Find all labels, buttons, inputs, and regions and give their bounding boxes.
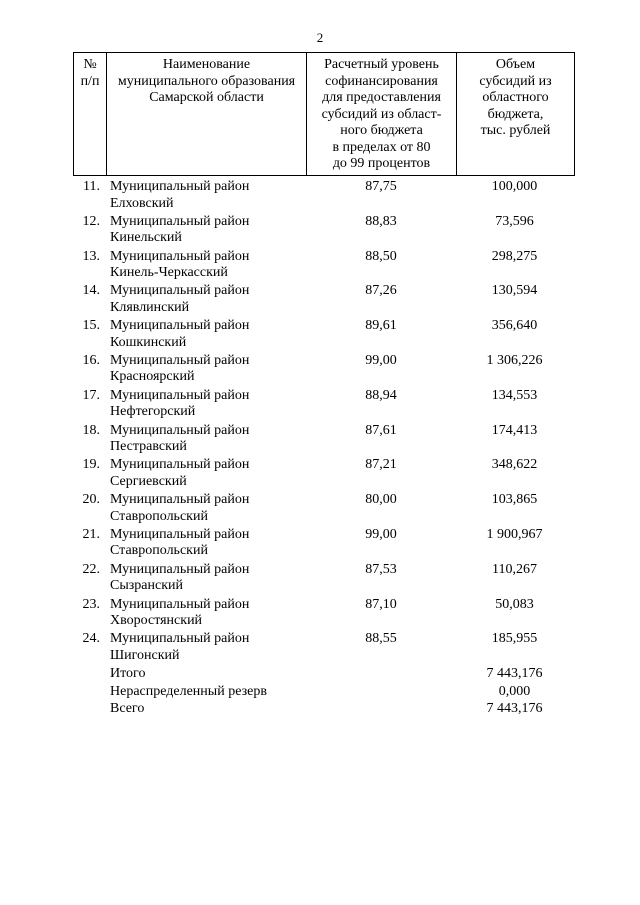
totals-section [73, 666, 574, 719]
row-rate: 87,10 [365, 596, 397, 612]
row-municipality-name: Сергиевский [110, 473, 187, 489]
table-body [73, 178, 574, 665]
row-municipality-name: Клявлинский [110, 299, 190, 315]
header-number: № п/п [74, 53, 107, 176]
row-municipality [110, 179, 249, 212]
header-cofinancing-rate: Расчетный уровень софинансирования для предоставления субсидий из област- ного бюджета в пределах от 80 до 99 процентов [307, 53, 457, 176]
row-municipality-type: Муниципальный район [110, 631, 250, 647]
row-rate: 87,75 [365, 179, 397, 194]
row-municipality-type: Муниципальный район [110, 179, 250, 194]
total-row-reserve [73, 684, 574, 702]
row-rate: 87,26 [365, 283, 397, 299]
table-row [73, 248, 574, 283]
row-number: 12. [82, 213, 100, 229]
row-municipality-type: Муниципальный район [110, 248, 250, 264]
table-row [73, 352, 574, 387]
row-rate: 88,83 [365, 213, 397, 229]
row-municipality-type: Муниципальный район [110, 457, 250, 473]
header-municipality-name: Наименование муниципального образования Самарской области [107, 53, 307, 176]
row-municipality [110, 562, 249, 595]
row-municipality [110, 492, 249, 525]
row-rate: 87,61 [365, 422, 397, 438]
row-municipality-type: Муниципальный район [110, 561, 250, 577]
row-municipality [110, 597, 249, 630]
row-municipality-name: Кинельский [110, 230, 182, 246]
row-municipality-name: Ставропольский [110, 508, 208, 524]
row-rate: 88,50 [365, 248, 397, 264]
row-amount: 130,594 [491, 283, 538, 299]
header-subsidy-amount: Объем субсидий из областного бюджета, тыс. рублей [457, 53, 575, 176]
row-number: 19. [82, 457, 100, 473]
total-row-subtotal [73, 666, 574, 684]
row-municipality [110, 214, 249, 247]
table-row [73, 213, 574, 248]
table-row [73, 422, 574, 457]
row-municipality-name: Ставропольский [110, 543, 208, 559]
row-municipality-name: Кошкинский [110, 334, 187, 350]
table-row [73, 526, 574, 561]
row-municipality-name: Сызранский [110, 578, 183, 594]
table-row [73, 387, 574, 422]
row-number: 17. [82, 387, 100, 403]
row-number: 21. [82, 526, 100, 542]
row-number: 11. [83, 179, 100, 194]
row-municipality-type: Муниципальный район [110, 213, 250, 229]
row-amount: 73,596 [495, 213, 534, 229]
row-number: 24. [82, 631, 100, 647]
row-number: 23. [82, 596, 100, 612]
row-rate: 99,00 [365, 526, 397, 542]
table-row [73, 178, 574, 213]
total-label: Всего [110, 701, 145, 716]
row-amount: 298,275 [491, 248, 538, 264]
table-row [73, 317, 574, 352]
row-municipality-name: Кинель-Черкасский [110, 265, 228, 281]
row-amount: 134,553 [491, 387, 538, 403]
row-amount: 50,083 [495, 596, 534, 612]
row-amount: 185,955 [491, 631, 538, 647]
row-amount: 110,267 [492, 561, 537, 577]
table-header [73, 52, 575, 176]
page-number: 2 [316, 30, 324, 45]
total-amount: 7 443,176 [486, 701, 543, 716]
row-amount: 100,000 [491, 179, 538, 194]
row-municipality [110, 457, 249, 490]
row-municipality [110, 283, 249, 316]
row-number: 15. [82, 318, 100, 334]
total-label: Итого [110, 666, 146, 681]
row-rate: 89,61 [365, 318, 397, 334]
row-amount: 174,413 [491, 422, 538, 438]
row-municipality [110, 388, 249, 421]
row-municipality [110, 631, 249, 664]
row-municipality-type: Муниципальный район [110, 318, 250, 334]
row-municipality-name: Елховский [110, 195, 174, 211]
row-municipality [110, 423, 249, 456]
total-row-grand-total [73, 701, 574, 719]
row-amount: 348,622 [491, 457, 538, 473]
row-rate: 87,53 [365, 561, 397, 577]
row-amount: 1 900,967 [486, 526, 543, 542]
row-number: 22. [82, 561, 100, 577]
row-municipality [110, 249, 249, 282]
row-number: 13. [82, 248, 100, 264]
row-municipality-name: Шигонский [110, 647, 180, 663]
row-municipality-name: Пестравский [110, 439, 187, 455]
row-rate: 80,00 [365, 492, 397, 508]
row-municipality-name: Нефтегорский [110, 404, 196, 420]
row-municipality-type: Муниципальный район [110, 352, 250, 368]
row-municipality [110, 318, 249, 351]
row-rate: 99,00 [365, 352, 397, 368]
total-amount: 7 443,176 [486, 666, 543, 681]
row-amount: 356,640 [491, 318, 538, 334]
row-rate: 88,94 [365, 387, 397, 403]
table-row [73, 561, 574, 596]
row-municipality-type: Муниципальный район [110, 387, 250, 403]
row-municipality-type: Муниципальный район [110, 422, 250, 438]
row-municipality-type: Муниципальный район [110, 596, 250, 612]
table-row [73, 491, 574, 526]
row-amount: 103,865 [491, 492, 538, 508]
row-number: 18. [82, 422, 100, 438]
table-row [73, 282, 574, 317]
table-row [73, 596, 574, 631]
row-municipality [110, 527, 249, 560]
total-amount: 0,000 [498, 683, 531, 699]
table-row [73, 630, 574, 665]
total-label: Нераспределенный резерв [110, 683, 267, 699]
row-municipality-type: Муниципальный район [110, 492, 250, 508]
row-municipality [110, 353, 249, 386]
row-number: 14. [82, 283, 100, 299]
row-municipality-type: Муниципальный район [110, 526, 250, 542]
row-amount: 1 306,226 [486, 352, 543, 368]
row-municipality-name: Красноярский [110, 369, 195, 385]
row-number: 16. [82, 352, 100, 368]
row-number: 20. [82, 492, 100, 508]
table-row [73, 456, 574, 491]
row-municipality-name: Хворостянский [110, 613, 203, 629]
row-rate: 88,55 [365, 631, 397, 647]
row-municipality-type: Муниципальный район [110, 283, 250, 299]
row-rate: 87,21 [365, 457, 397, 473]
